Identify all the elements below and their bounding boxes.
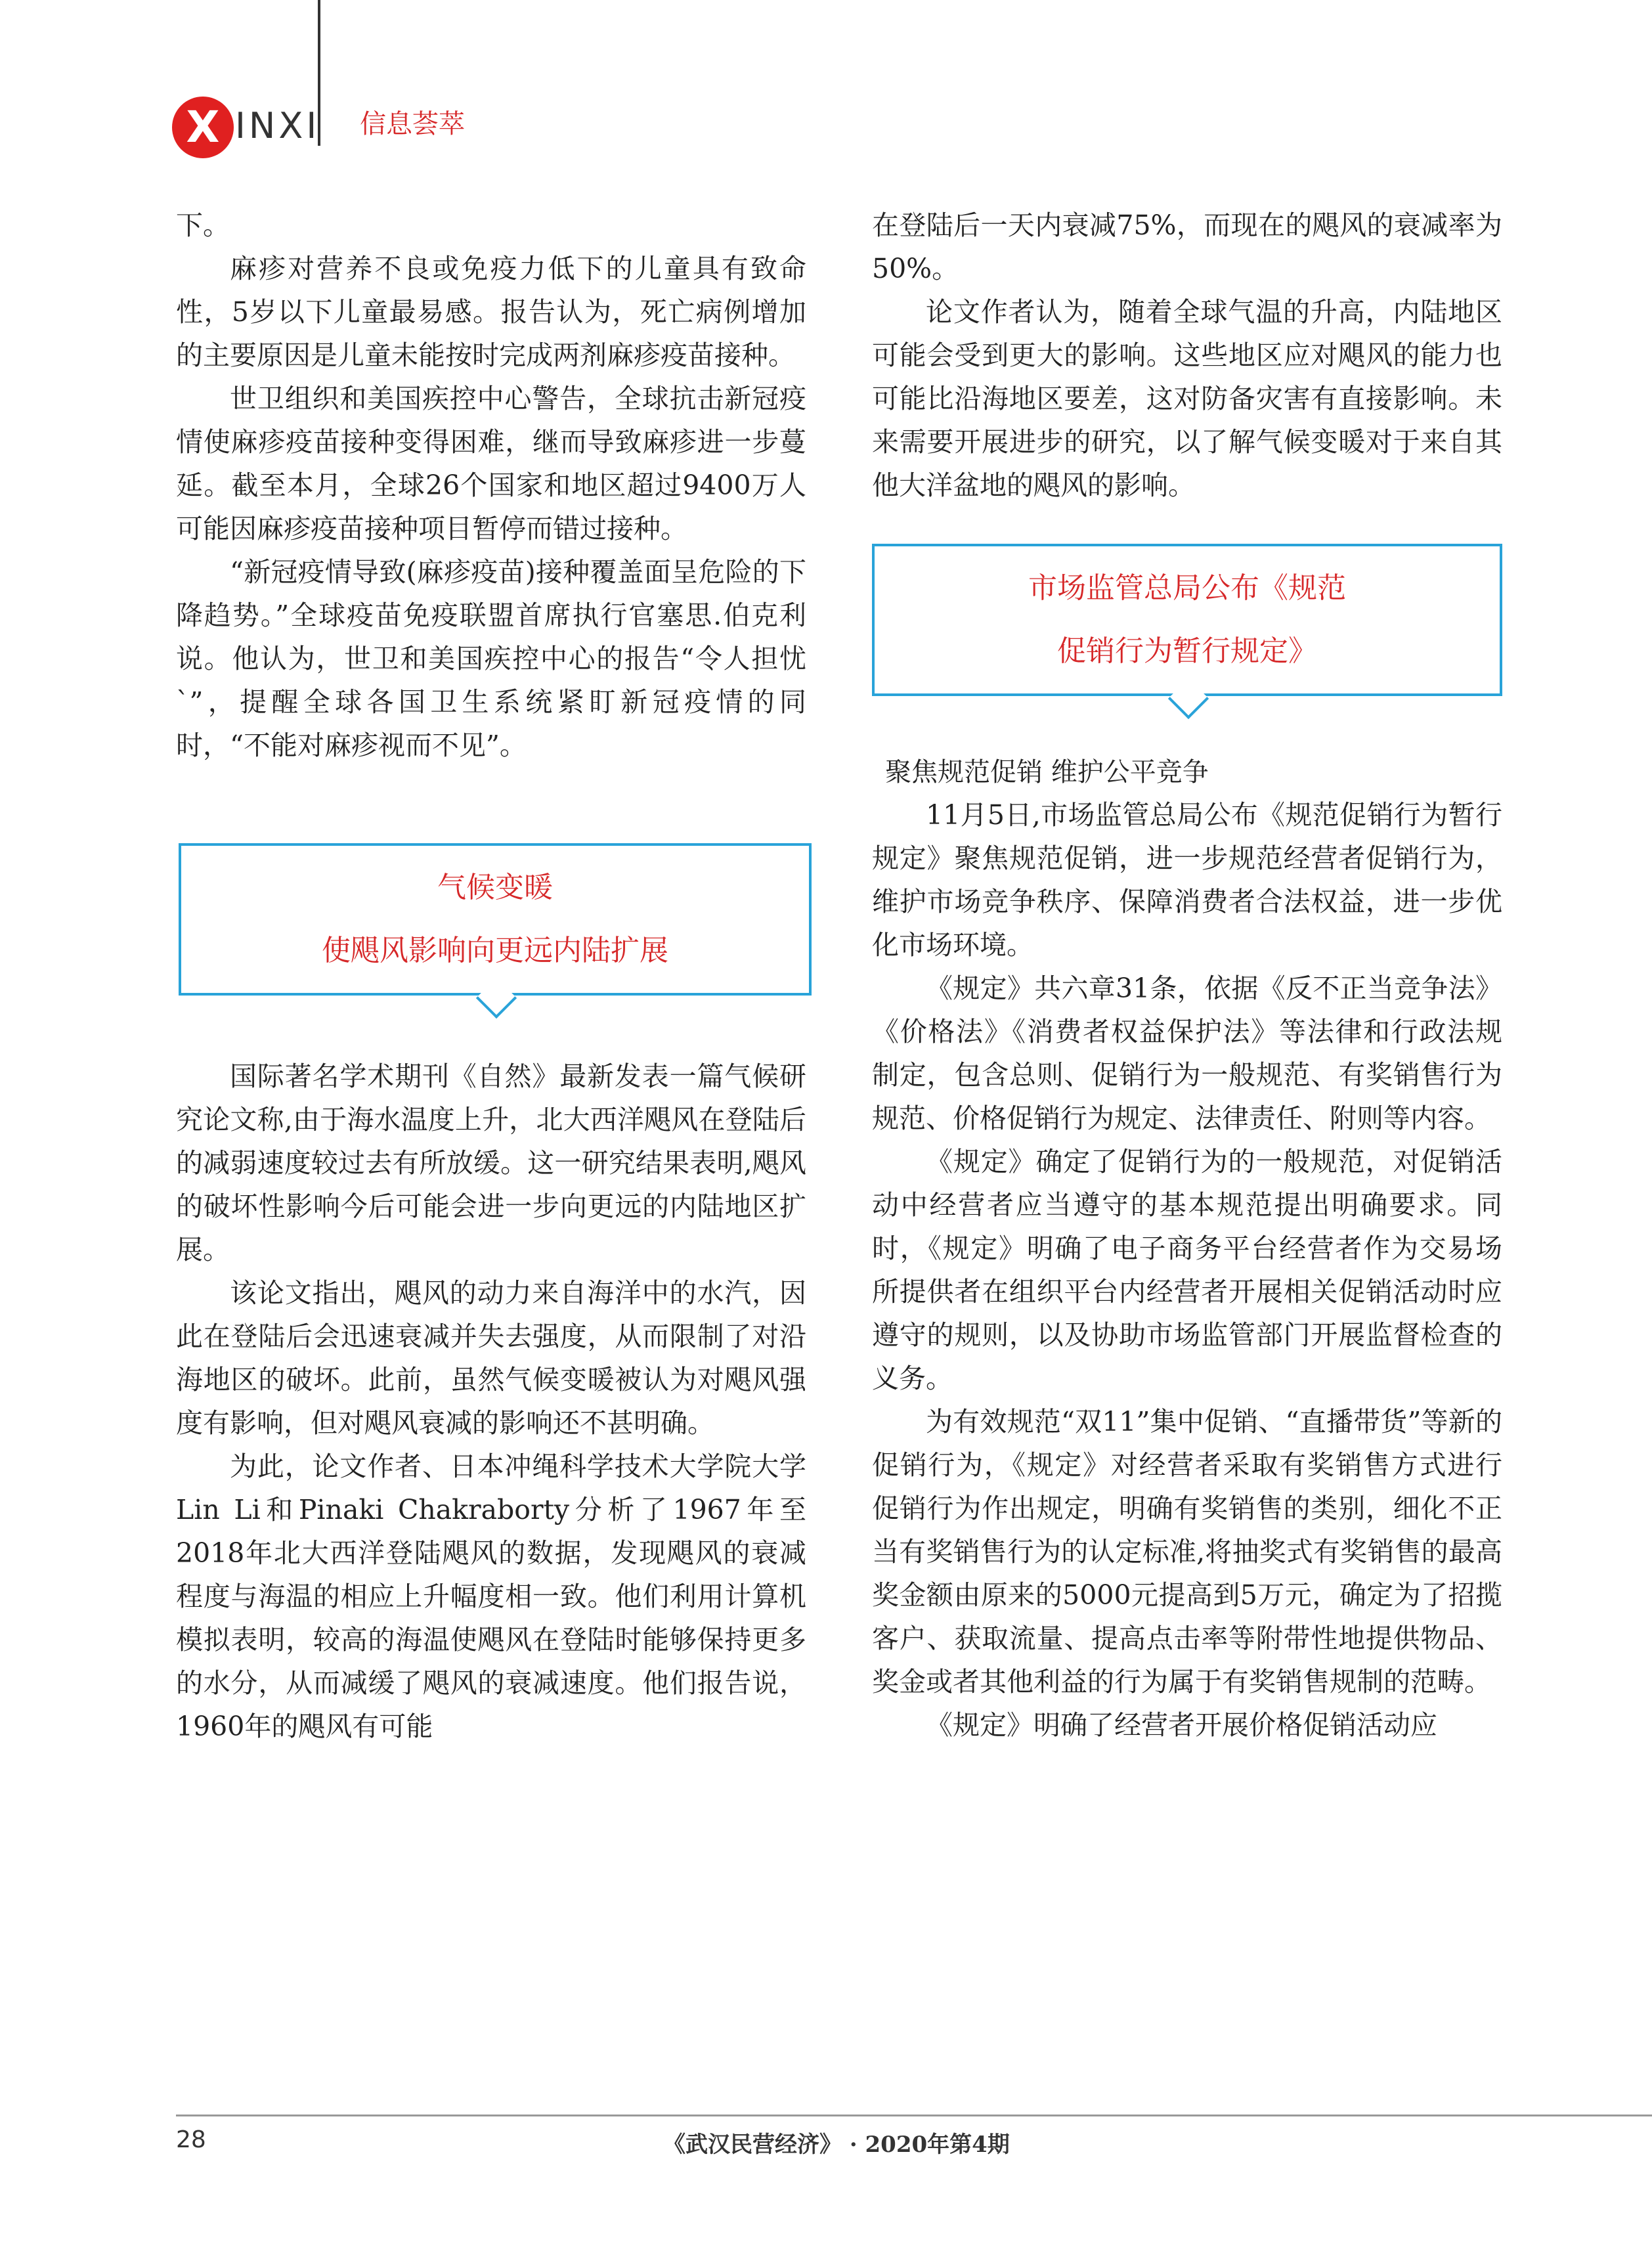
article-headline-box bbox=[872, 544, 1502, 696]
paragraph: 该论文指出，飓风的动力来自海洋中的水汽，因此在登陆后会迅速衰减并失去强度，从而限制了对沿海地区的破坏。此前，虽然气候变暖被认为对飓风强度有影响，但对飓风衰减的影响还不甚明确。 bbox=[176, 1277, 806, 1439]
headline-line: 使飓风影响向更远内陆扩展 bbox=[322, 934, 668, 967]
subheading: 聚焦规范促销 维护公平竞争 bbox=[885, 757, 1209, 787]
section-title: 信息荟萃 bbox=[360, 109, 465, 139]
paragraph: 麻疹对营养不良或免疫力低下的儿童具有致命性，5岁以下儿童最易感。报告认为，死亡病例增加的主要原因是儿童未能按时完成两剂麻疹疫苗接种。 bbox=[176, 253, 806, 371]
paragraph: 世卫组织和美国疾控中心警告，全球抗击新冠疫情使麻疹疫苗接种变得困难，继而导致麻疹进一步蔓延。截至本月，全球26个国家和地区超过9400万人可能因麻疹疫苗接种项目暂停而错过接种。 bbox=[176, 383, 806, 544]
paragraph: 《规定》共六章31条，依据《反不正当竞争法》《价格法》《消费者权益保护法》等法律和行政法规制定，包含总则、促销行为一般规范、有奖销售行为规范、价格促销行为规定、法律责任、附则等内容。 bbox=[872, 973, 1502, 1134]
paragraph: 11月5日,市场监管总局公布《规范促销行为暂行规定》聚焦规范促销，进一步规范经营者促销行为，维护市场竞争秩序、保障消费者合法权益，进一步优化市场环境。 bbox=[872, 799, 1502, 961]
paragraph: 为有效规范“双11”集中促销、“直播带货”等新的促销行为，《规定》对经营者采取有奖销售方式进行促销行为作出规定，明确有奖销售的类别，细化不正当有奖销售行为的认定标准,将抽奖式有奖销售的最高奖金额由原来的5000元提高到5万元，确定为了招揽客户、获取流量、提高点击率等附带性地提供物品、奖金或者其他利益的行为属于有奖销售规制的范畴。 bbox=[872, 1406, 1502, 1698]
article-headline-box bbox=[179, 843, 812, 996]
paragraph: 在登陆后一天内衰减75%，而现在的飓风的衰减率为50%。 bbox=[872, 209, 1502, 284]
page-number: 28 bbox=[176, 2126, 206, 2153]
paragraph: 下。 bbox=[176, 209, 230, 241]
logo-icon: X bbox=[172, 97, 234, 158]
footer-divider bbox=[176, 2115, 1652, 2116]
right-column bbox=[872, 204, 1502, 1747]
paragraph: “新冠疫情导致(麻疹疫苗)接种覆盖面呈危险的下降趋势。”全球疫苗免疫联盟首席执行官塞思.伯克利说。他认为，世卫和美国疾控中心的报告“令人担忧`”，提醒全球各国卫生系统紧盯新冠疫情的同时，“不能对麻疹视而不见”。 bbox=[176, 556, 806, 761]
left-column bbox=[176, 204, 806, 1748]
paragraph: 《规定》明确了经营者开展价格促销活动应 bbox=[926, 1709, 1437, 1741]
logo-text: INXI bbox=[235, 105, 320, 146]
paragraph: 《规定》确定了促销行为的一般规范，对促销活动中经营者应当遵守的基本规范提出明确要求。同时，《规定》明确了电子商务平台经营者作为交易场所提供者在组织平台内经营者开展相关促销活动时应遵守的规则，以及协助市场监管部门开展监督检查的义务。 bbox=[872, 1146, 1502, 1394]
headline-line: 促销行为暂行规定》 bbox=[1057, 634, 1317, 668]
paragraph: 国际著名学术期刊《自然》最新发表一篇气候研究论文称,由于海水温度上升，北大西洋飓风在登陆后的减弱速度较过去有所放缓。这一研究结果表明,飓风的破坏性影响今后可能会进一步向更远的内陆地区扩展。 bbox=[176, 1061, 806, 1265]
paragraph: 论文作者认为，随着全球气温的升高，内陆地区可能会受到更大的影响。这些地区应对飓风的能力也可能比沿海地区要差，这对防备灾害有直接影响。未来需要开展进步的研究，以了解气候变暖对于来自其他大洋盆地的飓风的影响。 bbox=[872, 296, 1502, 501]
headline-line: 气候变暖 bbox=[437, 871, 553, 904]
paragraph: 为此，论文作者、日本冲绳科学技术大学院大学 Lin Li和Pinaki Chakraborty分析了1967年至2018年北大西洋登陆飓风的数据，发现飓风的衰减程度与海温的相应上升幅度相一致。他们利用计算机模拟表明，较高的海温使飓风在登陆时能够保持更多的水分，从而减缓了飓风的衰减速度。他们报告说，1960年的飓风有可能 bbox=[176, 1451, 806, 1742]
journal-name: 《武汉民营经济》 · 2020年第4期 bbox=[663, 2132, 1010, 2158]
headline-line: 市场监管总局公布《规范 bbox=[1028, 571, 1346, 605]
